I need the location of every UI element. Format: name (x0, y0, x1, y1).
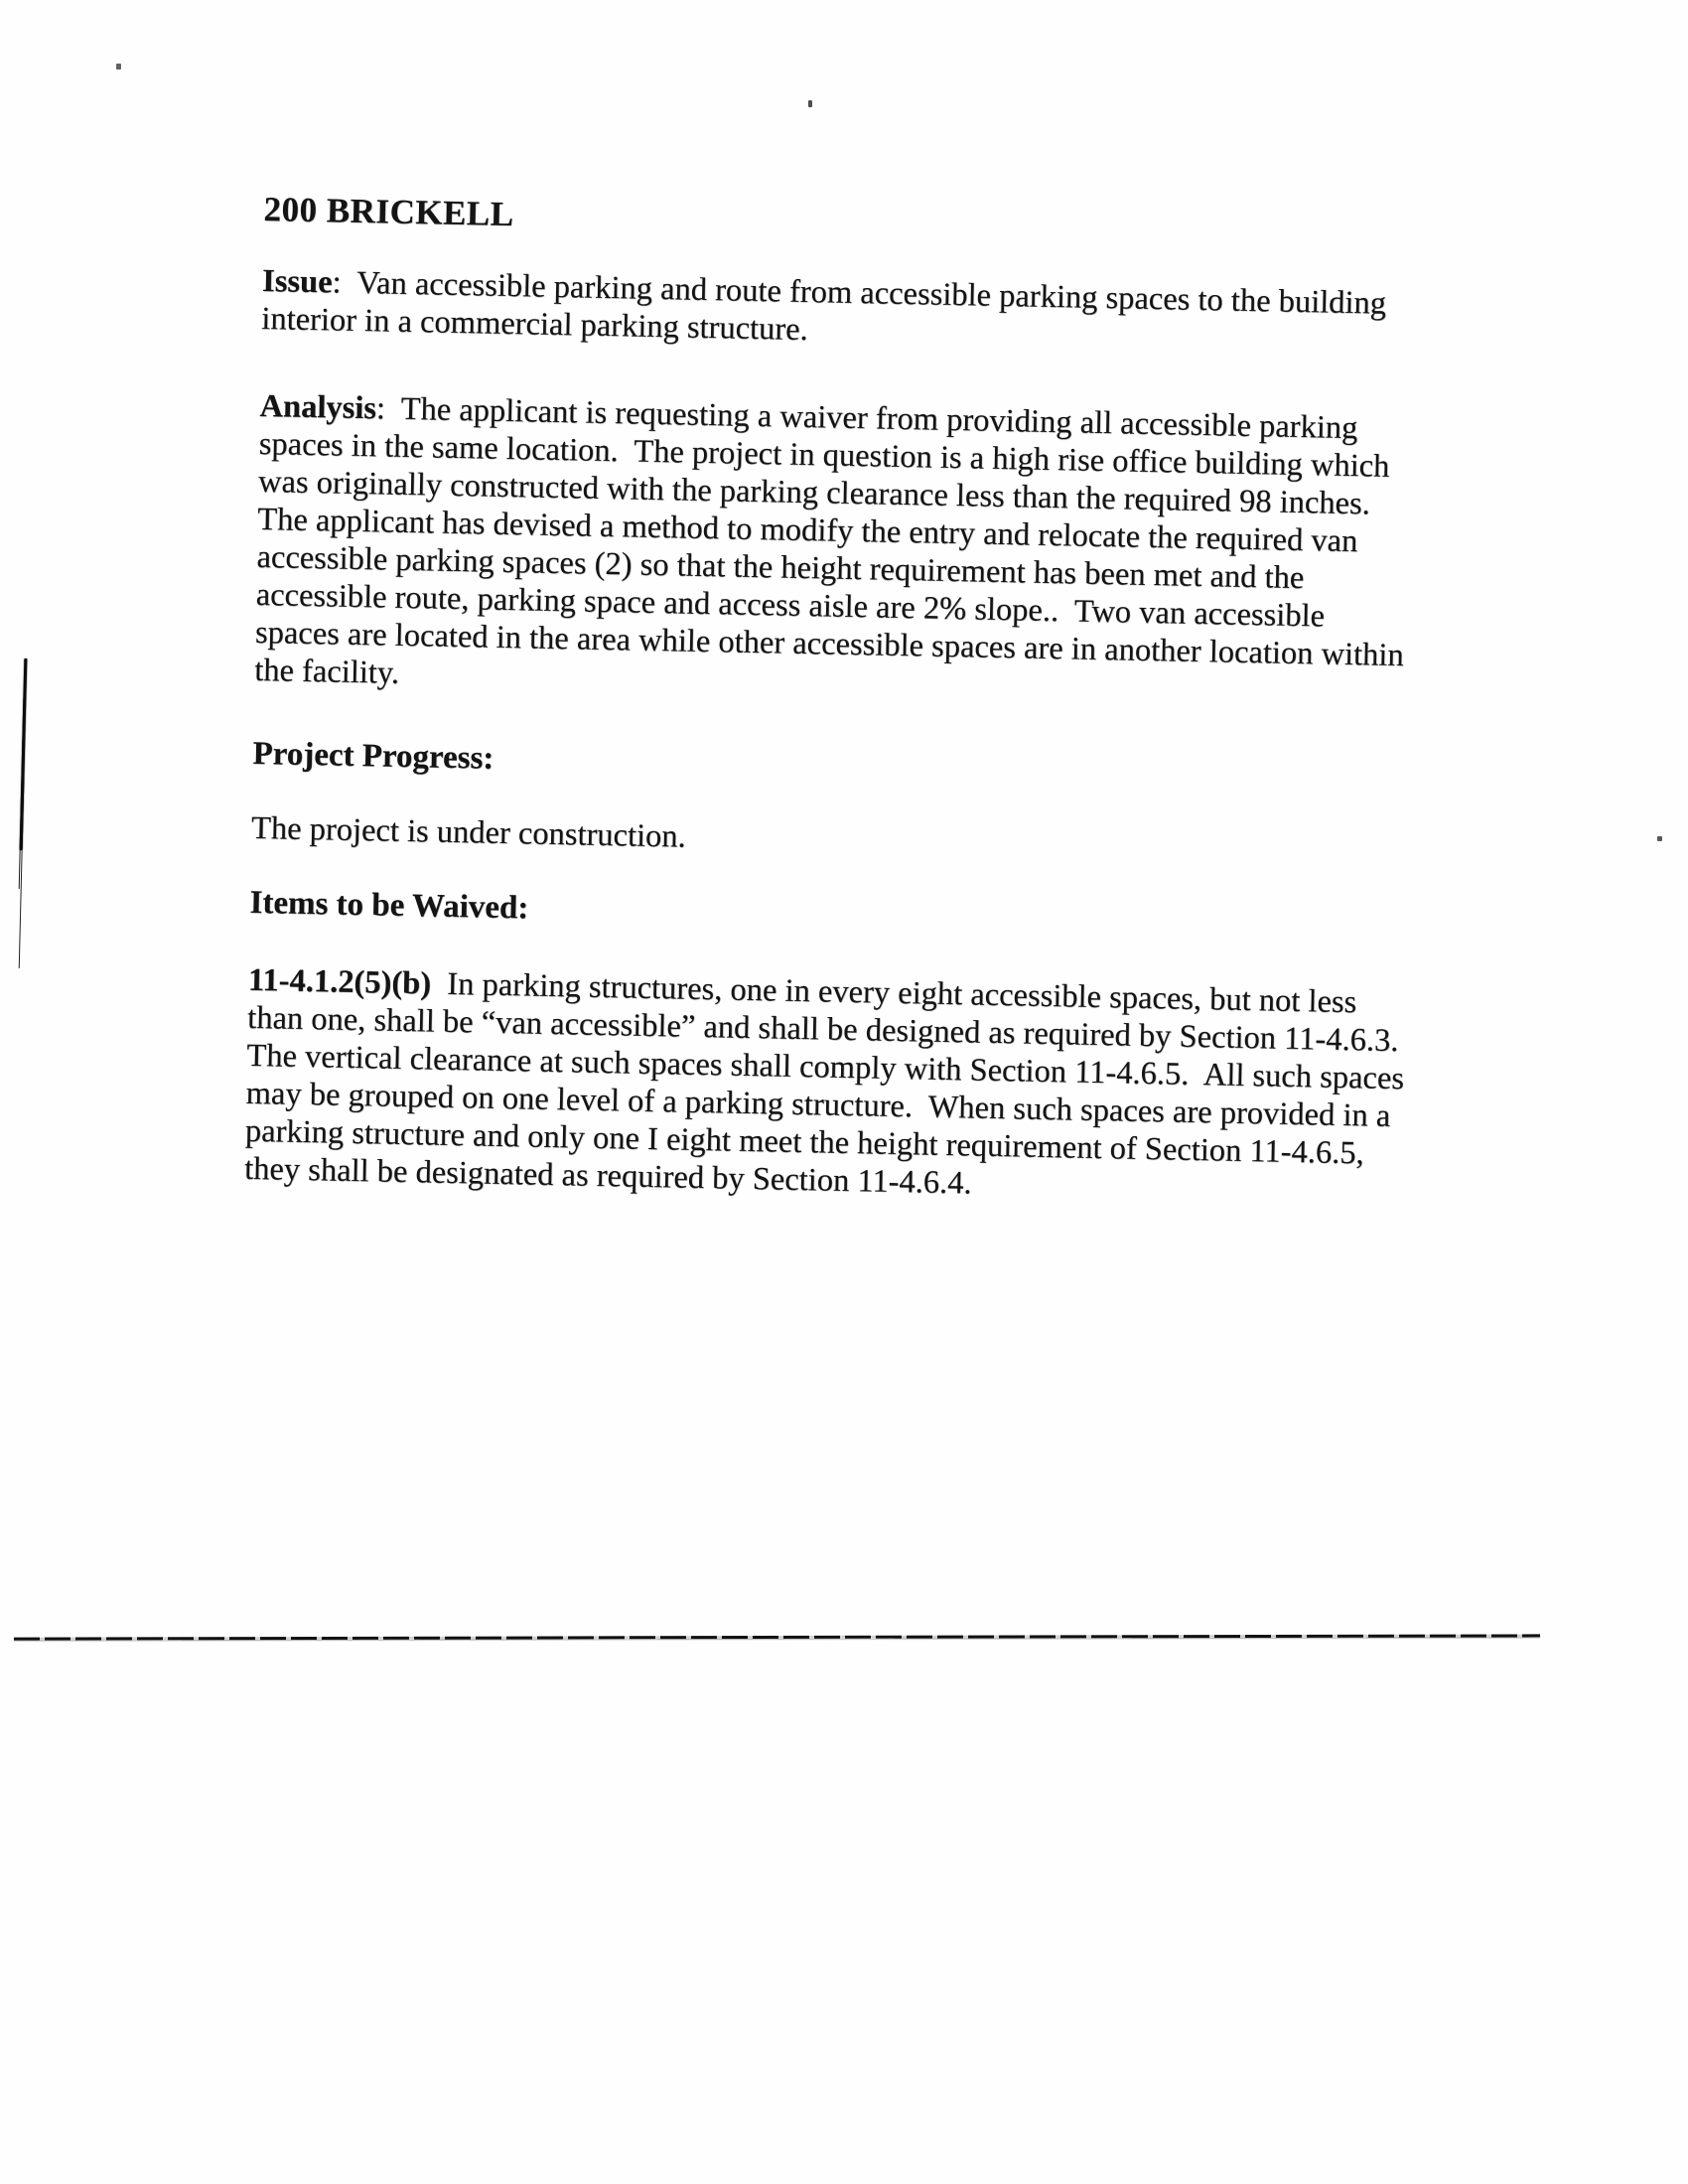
scan-speck (808, 100, 812, 107)
separator-rule (14, 1634, 1540, 1640)
project-progress-heading: Project Progress: (252, 735, 494, 777)
scan-speck (1657, 836, 1662, 841)
document-body (244, 189, 1485, 1212)
page-title: 200 BRICKELL (263, 189, 514, 234)
analysis-text: : The applicant is requesting a waiver from providing all accessible parking spaces in the same location. The project in question is a high rise office building which was originally constructed with the parking clearance less than the required 98 inches. The applicant has devised a method to modify the entry and relocate the required van accessible parking spaces (2) so that the height requirement has been met and the accessible route, parking space and access aisle are 2% slope.. Two van accessible spaces are located in the area while other accessible spaces are in another location within the facility. (253, 390, 1405, 691)
issue-label: Issue (261, 262, 333, 301)
issue-paragraph (261, 262, 1483, 363)
items-to-be-waived-heading: Items to be Waived: (249, 884, 529, 927)
waiver-item-label: 11-4.1.2(5)(b) (247, 961, 432, 1002)
scan-speck (116, 64, 121, 70)
project-progress-text: The project is under construction. (250, 809, 687, 855)
scan-artifact-vertical-line (20, 658, 28, 850)
issue-text: : Van accessible parking and route from accessible parking spaces to the building interior in a commercial parking structure. (261, 264, 1387, 349)
analysis-paragraph (254, 387, 1481, 714)
analysis-label: Analysis (259, 387, 377, 427)
waiver-item-text: In parking structures, one in every eight accessible spaces, but not less than one, shall be “van accessible” and shall be designed as required by Section 11-4.6.3. The vertical clearance at such spaces shall comply with Section 11-4.6.5. All such spaces may be grouped on one level of a parking structure. When such spaces are provided in a parking structure and only one I eight meet the height requirement of Section 11-4.6.5, they shall be designated as required by Section 11-4.6.4. (243, 965, 1405, 1202)
waiver-item-paragraph (244, 961, 1470, 1213)
